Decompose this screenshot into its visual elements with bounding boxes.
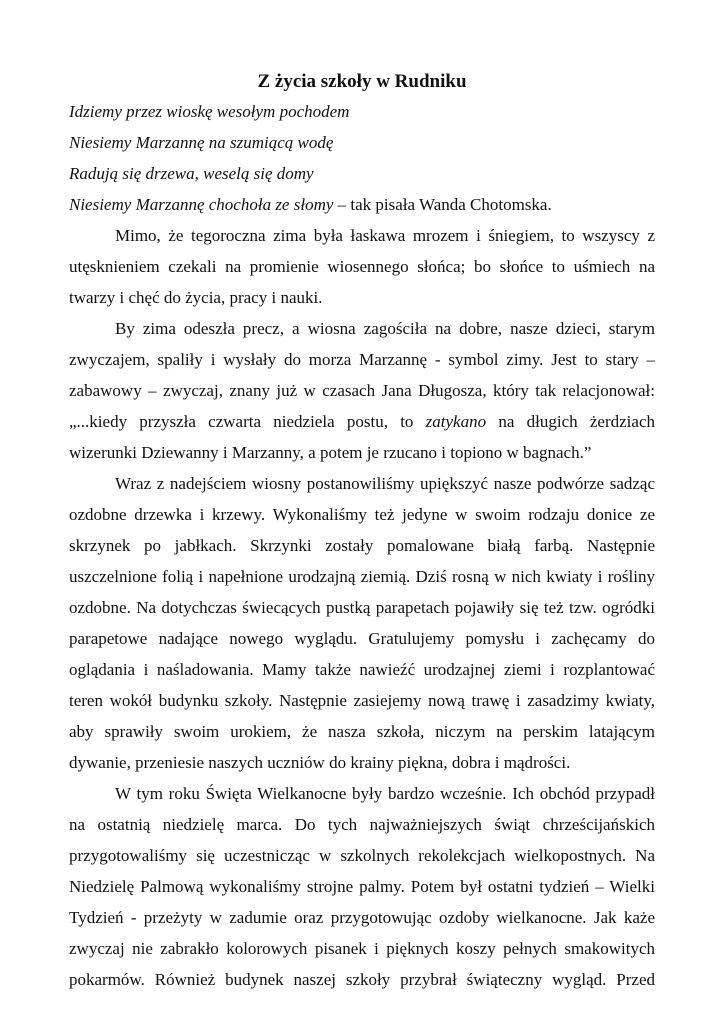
paragraph-line: przygotowaliśmy się uczestnicząc w szkolnych rekolekcjach wielkopostnych. Na xyxy=(69,846,655,865)
paragraph-line: zwyczajem, spaliły i wysłały do morza Marzannę - symbol zimy. Jest to stary – xyxy=(69,350,655,369)
poem-verse-3 xyxy=(69,158,655,189)
quote-start: „...kiedy przyszła czwarta niedziela postu, to xyxy=(69,412,426,431)
poem-verse-1 xyxy=(69,96,655,127)
paragraph-line: pokarmów. Również budynek naszej szkoły przybrał świąteczny wygląd. Przed xyxy=(69,970,655,989)
paragraph-line: Tydzień - przeżyty w zadumie oraz przygotowując ozdoby wielkanocne. Jak każe xyxy=(69,908,655,927)
paragraph-line: By zima odeszła precz, a wiosna zagościła na dobre, nasze dzieci, starym xyxy=(115,319,655,338)
paragraph-easter xyxy=(69,778,655,995)
poem-verse-text: Niesiemy Marzannę chochoła ze słomy xyxy=(69,195,334,214)
paragraph-line: zabawowy – zwyczaj, znany już w czasach Jana Długosza, który tak relacjonował: xyxy=(69,381,655,400)
paragraph-line: zwyczaj nie zabrakło kolorowych pisanek i pięknych koszy pełnych smakowitych xyxy=(69,939,655,958)
quote-end: na długich żerdziach xyxy=(486,412,655,431)
paragraph-winter xyxy=(69,220,655,313)
paragraph-marzanna xyxy=(69,313,655,468)
paragraph-line: uszczelnione folią i napełnione urodzajną ziemią. Dziś rosną w nich kwiaty i rośliny xyxy=(69,567,655,586)
paragraph-line: parapetowe nadające nowego wyglądu. Gratulujemy pomysłu i zachęcamy do xyxy=(69,629,655,648)
quote-italic-word: zatykano xyxy=(425,412,487,431)
poem-verse-2 xyxy=(69,127,655,158)
poem-verse-text: Idziemy przez wioskę wesołym pochodem xyxy=(69,102,350,121)
paragraph-line: teren wokół budynku szkoły. Następnie zasiejemy nową trawę i zasadzimy kwiaty, xyxy=(69,691,655,710)
quote-line xyxy=(69,406,655,437)
paragraph-line: ozdobne drzewka i krzewy. Wykonaliśmy też jedyne w swoim rodzaju donice ze xyxy=(69,505,655,524)
poem-verse-4 xyxy=(69,189,655,220)
paragraph-line: na ostatnią niedzielę marca. Do tych najważniejszych świąt chrześcijańskich xyxy=(69,815,655,834)
paragraph-line: utęsknieniem czekali na promienie wiosennego słońca; bo słońce to uśmiech na xyxy=(69,257,655,276)
paragraph-line: ozdobne. Na dotychczas świecących pustką parapetach pojawiły się też tzw. ogródki xyxy=(69,598,655,617)
paragraph-line: skrzynek po jabłkach. Skrzynki zostały pomalowane białą farbą. Następnie xyxy=(69,536,655,555)
paragraph-line: oglądania i naśladowania. Mamy także nawieźć urodzajnej ziemi i rozplantować xyxy=(69,660,655,679)
document-title: Z życia szkoły w Rudniku xyxy=(257,71,467,92)
poem-verse-text: Radują się drzewa, weselą się domy xyxy=(69,164,314,183)
paragraph-line: Mimo, że tegoroczna zima była łaskawa mrozem i śniegiem, to wszyscy z xyxy=(115,226,655,245)
verse-attribution: – tak pisała Wanda Chotomska. xyxy=(333,195,552,214)
paragraph-line: wizerunki Dziewanny i Marzanny, a potem je rzucano i topiono w bagnach.” xyxy=(69,443,592,462)
paragraph-line: Wraz z nadejściem wiosny postanowiliśmy upiększyć nasze podwórze sadząc xyxy=(115,474,655,493)
paragraph-line: twarzy i chęć do życia, pracy i nauki. xyxy=(69,288,323,307)
paragraph-line: W tym roku Święta Wielkanocne były bardzo wcześnie. Ich obchód przypadł xyxy=(115,784,655,803)
paragraph-line: dywanie, przeniesie naszych uczniów do krainy piękna, dobra i mądrości. xyxy=(69,753,571,772)
paragraph-garden xyxy=(69,468,655,778)
poem-verse-text: Niesiemy Marzannę na szumiącą wodę xyxy=(69,133,334,152)
paragraph-line: aby sprawiły swoim urokiem, że nasza szkoła, niczym na perskim latającym xyxy=(69,722,655,741)
paragraph-line: Niedzielę Palmową wykonaliśmy strojne palmy. Potem był ostatni tydzień – Wielki xyxy=(69,877,655,896)
